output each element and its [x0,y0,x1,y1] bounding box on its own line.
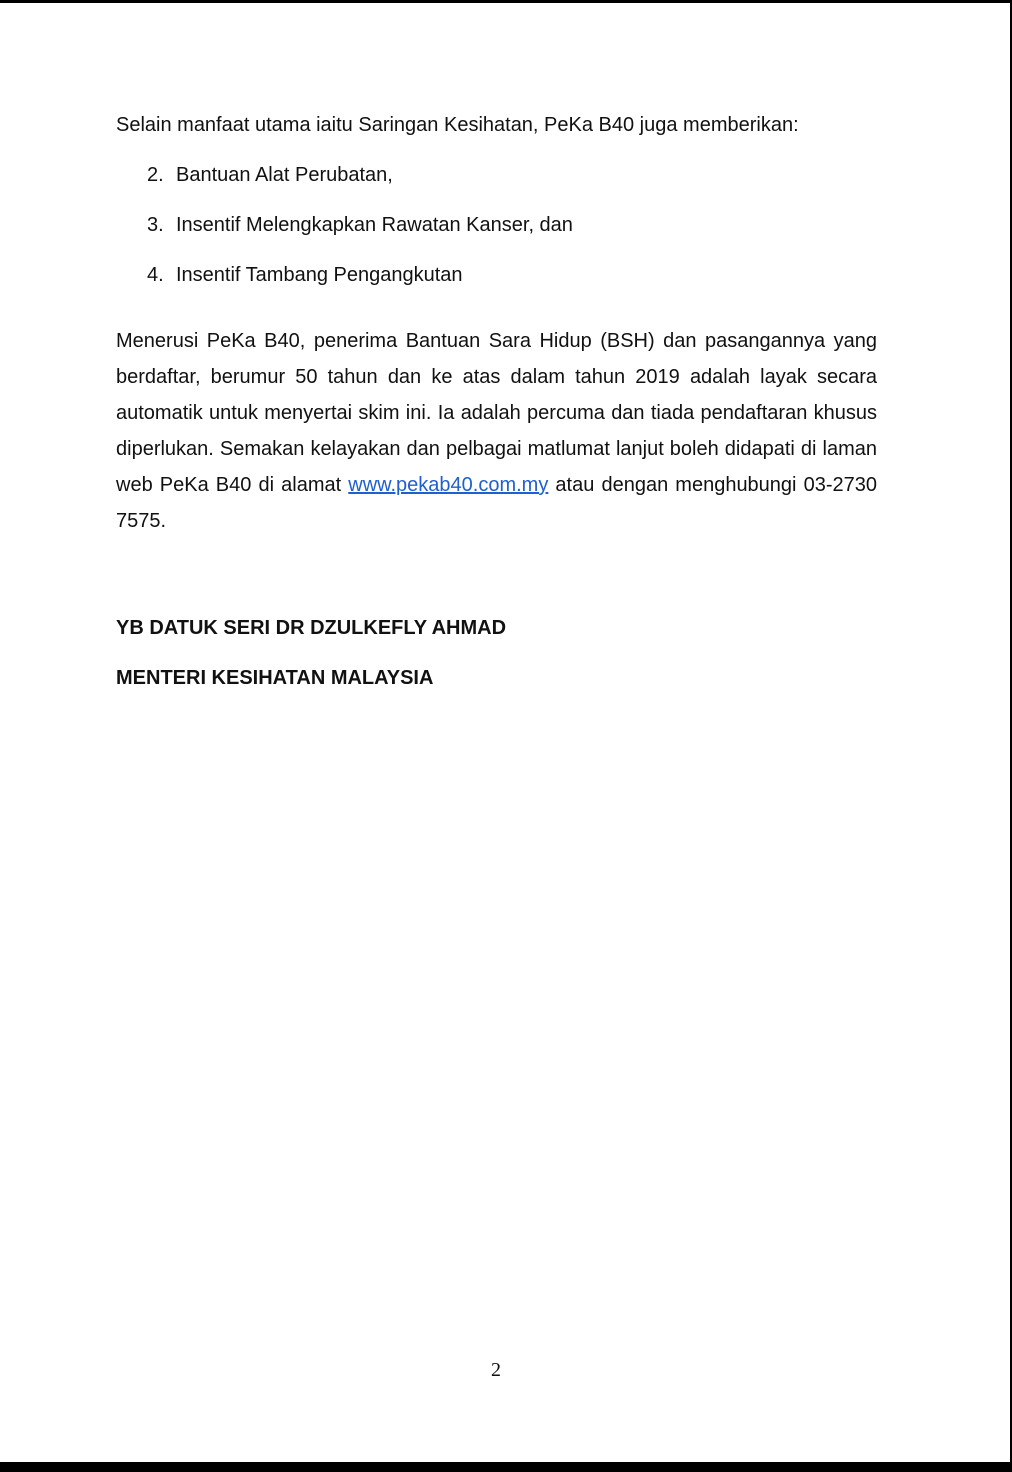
signature-block [116,610,877,696]
eligibility-text: Menerusi PeKa B40, penerima Bantuan Sara Hidup (BSH) dan pasangannya yang berdaftar, berumur 50 tahun dan ke atas dalam tahun 2019 adalah layak secara automatik untuk menyertai skim ini. Ia adalah percuma dan tiada pendaftaran khusus diperlukan. Semakan kelayakan dan pelbagai matlumat lanjut boleh didapati di laman web PeKa B40 di alamat [116,330,877,496]
benefits-list [116,157,877,307]
list-item-text: Insentif Melengkapkan Rawatan Kanser, dan [176,214,573,236]
document-content [116,107,877,696]
list-item-text: Insentif Tambang Pengangkutan [176,264,463,286]
list-item-number: 3. [147,214,164,236]
contact-text: atau dengan menghubungi 03-2730 7575. [116,474,877,532]
list-item-text: Bantuan Alat Perubatan, [176,164,393,186]
pekab40-website-link[interactable]: www.pekab40.com.my [348,474,549,496]
signatory-title: MENTERI KESIHATAN MALAYSIA [116,667,434,689]
list-item-number: 4. [147,264,164,286]
list-item-number: 2. [147,164,164,186]
list-item [116,157,877,207]
list-item [116,257,877,307]
signatory-name: YB DATUK SERI DR DZULKEFLY AHMAD [116,617,507,639]
document-page [0,3,1010,1462]
page-number: 2 [491,1359,501,1381]
intro-paragraph: Selain manfaat utama iaitu Saringan Kesihatan, PeKa B40 juga memberikan: [116,114,799,136]
list-item [116,207,877,257]
eligibility-paragraph [116,323,877,539]
